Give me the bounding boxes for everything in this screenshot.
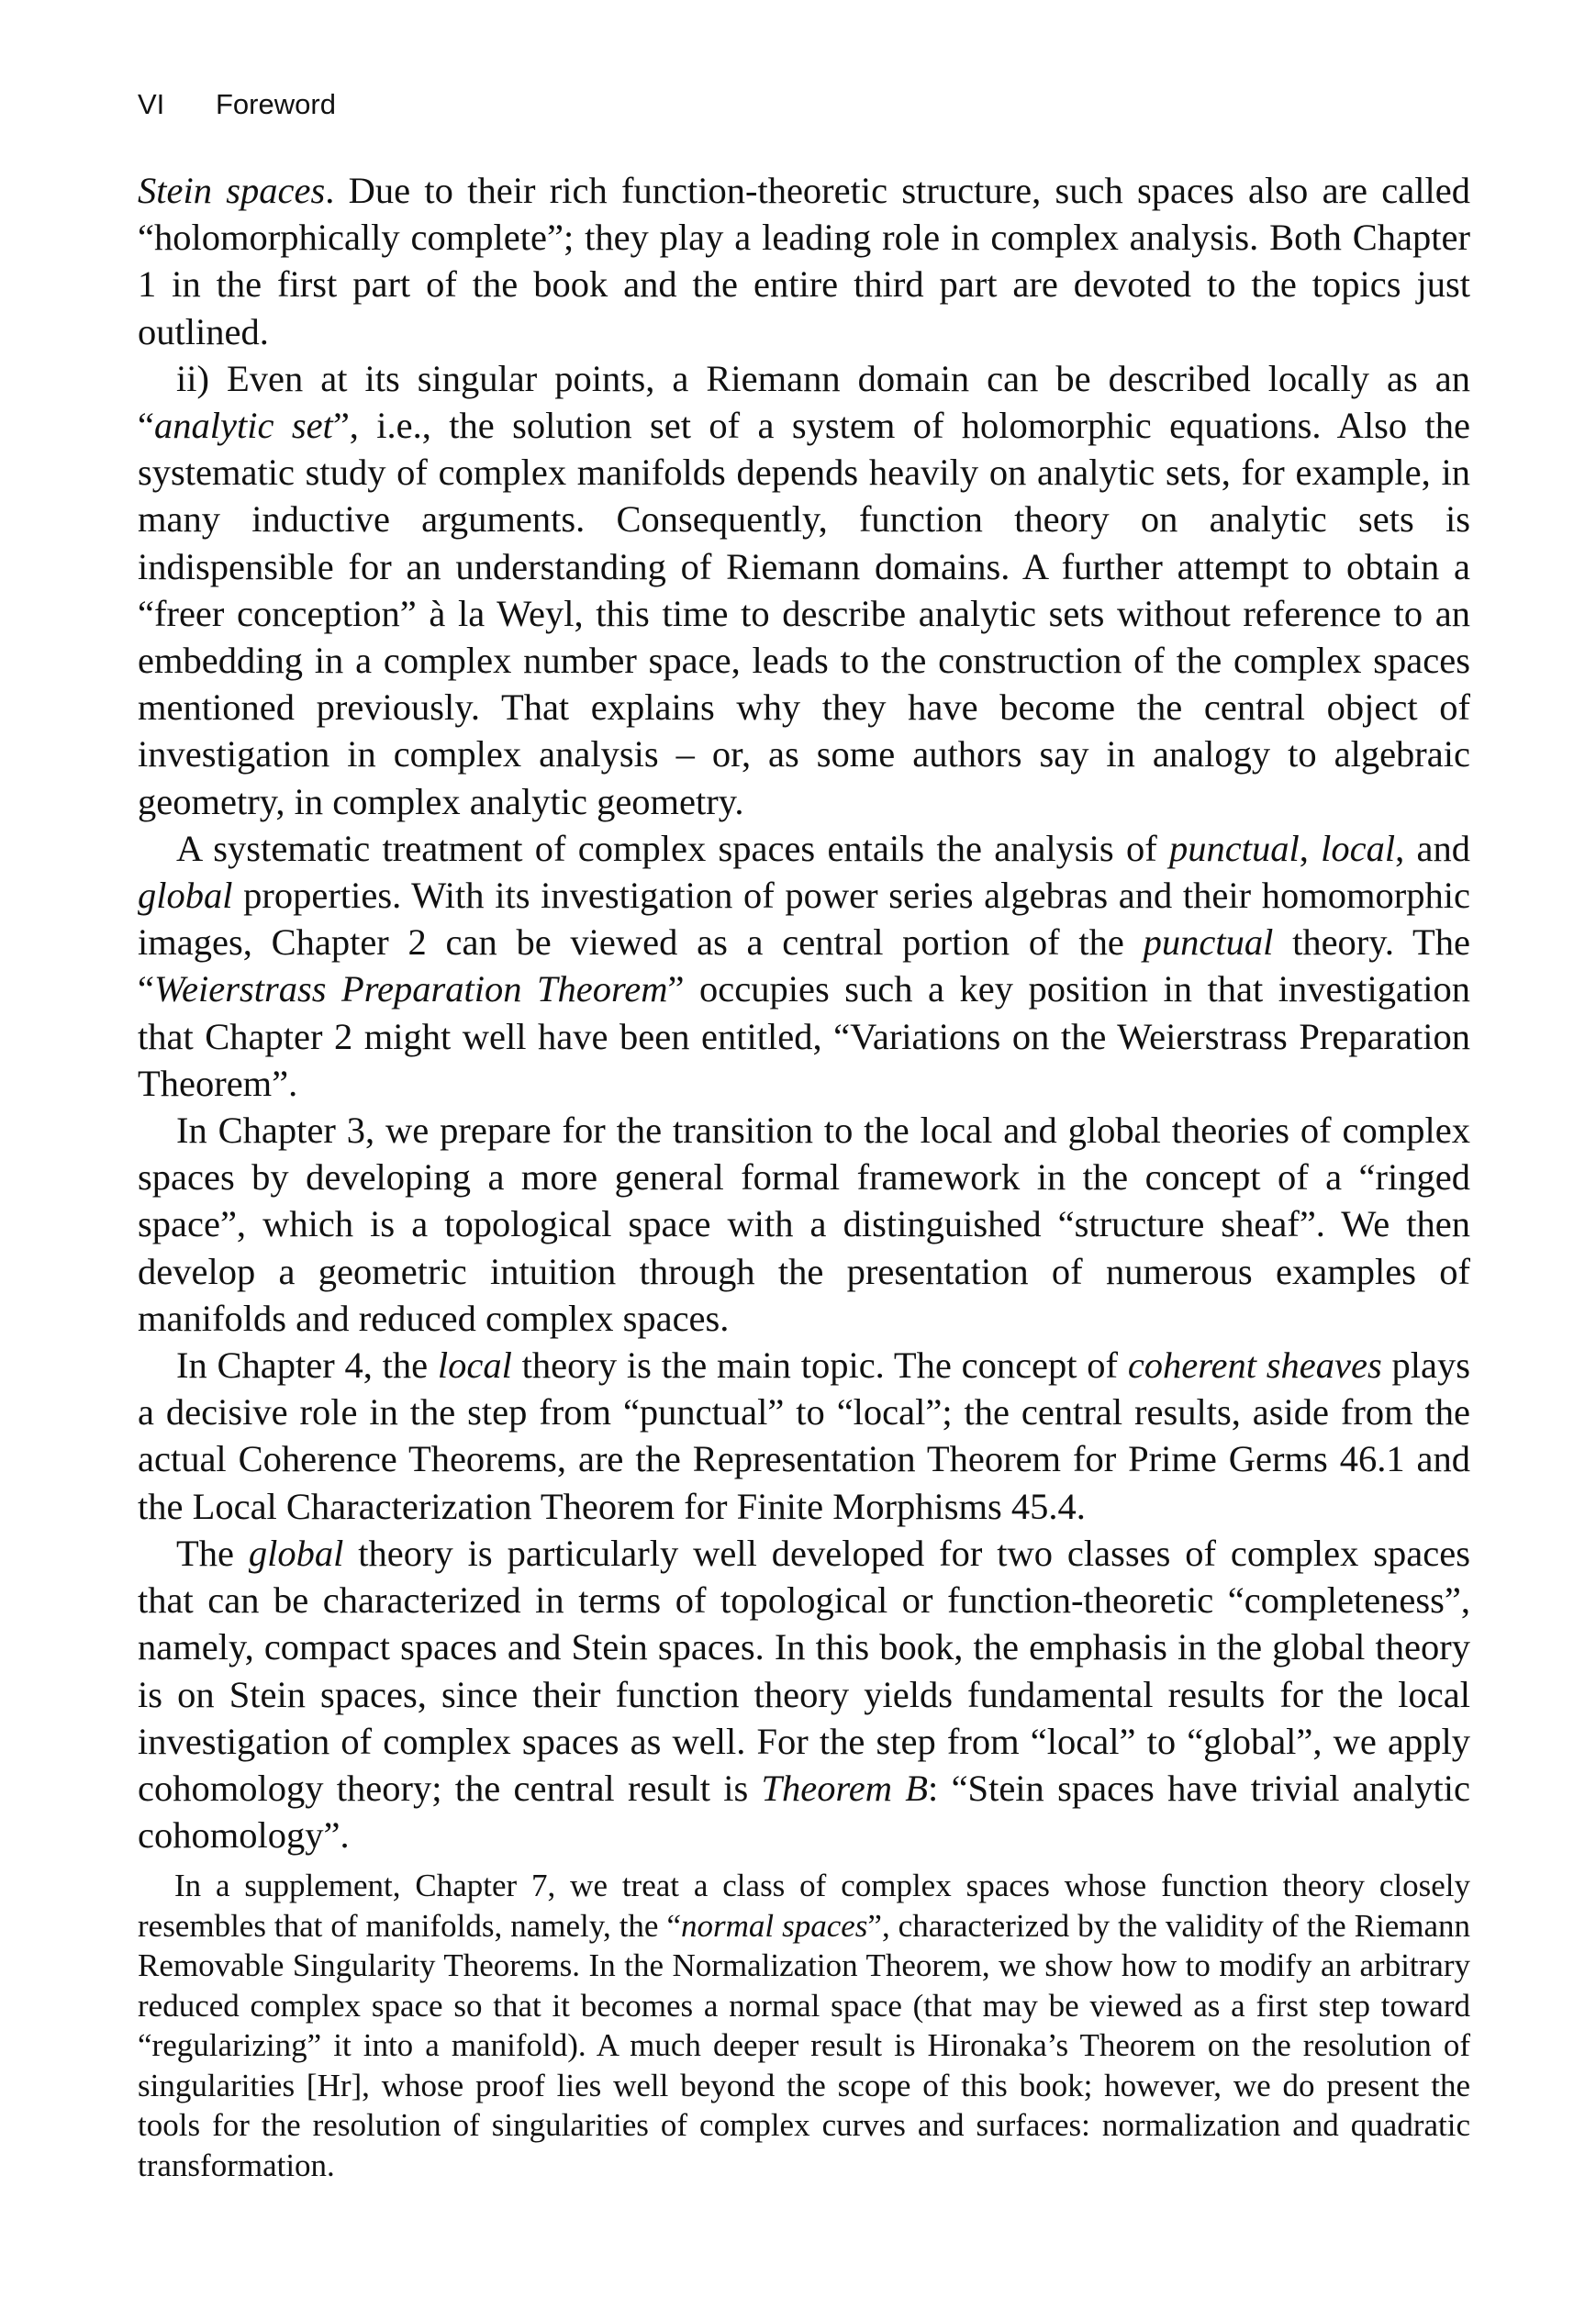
- paragraph: In Chapter 4, the local theory is the main topic. The concept of coherent sheaves plays a decisive role in the step from “punctual” to “local”; the central results, aside from the actual Coherence Theorems, are the Representation Theorem for Prime Germs 46.1 and the Local Characterization Theorem for Finite Morphisms 45.4.: [138, 1344, 1470, 1527]
- paragraph: In Chapter 3, we prepare for the transition to the local and global theories of complex spaces by developing a more general formal framework in the concept of a “ringed space”, which is a topological space with a distinguished “structure sheaf”. We then develop a geometric intuition through the presentation of numerous examples of manifolds and reduced complex spaces.: [138, 1110, 1470, 1339]
- italic-emphasis: global: [248, 1532, 344, 1574]
- italic-emphasis: punctual: [1169, 827, 1300, 869]
- italic-emphasis: local: [1321, 827, 1396, 869]
- italic-emphasis: analytic set: [153, 405, 333, 447]
- italic-emphasis: Weierstrass Preparation Theorem: [153, 968, 668, 1010]
- page-number: VI: [138, 88, 165, 120]
- italic-emphasis: punctual: [1143, 921, 1274, 964]
- italic-emphasis: normal spaces: [680, 1907, 868, 1944]
- paragraph: Stein spaces. Due to their rich function-theoretic structure, such spaces also are called “holomorphically complete”; they play a leading role in complex analysis. Both Chapter 1 in the first part of the book and the entire third part are devoted to the topics just outlined.: [138, 170, 1470, 352]
- supplement-paragraph: In a supplement, Chapter 7, we treat a class of complex spaces whose function theory closely resembles that of manifolds, namely, the “normal spaces”, characterized by the validity of the Riemann Removable Singularity Theorems. In the Normalization Theorem, we show how to modify an arbitrary reduced complex space so that it becomes a normal space (that may be viewed as a first step toward “regularizing” it into a manifold). A much deeper result is Hironaka’s Theorem on the resolution of singularities [Hr], whose proof lies well beyond the scope of this book; however, we do present the tools for the resolution of singularities of complex curves and surfaces: normalization and quadratic transformation.: [138, 1868, 1471, 2183]
- italic-emphasis: global: [138, 875, 233, 917]
- supplement-note: [138, 1866, 1470, 2185]
- italic-emphasis: local: [437, 1344, 512, 1387]
- italic-emphasis: Theorem B: [761, 1767, 929, 1809]
- paragraph: ii) Even at its singular points, a Riemann domain can be described locally as an “analytic set”, i.e., the solution set of a system of holomorphic equations. Also the systematic study of complex manifolds depends heavily on analytic sets, for example, in many inductive arguments. Consequently, function theory on analytic sets is indispensible for an understanding of Riemann domains. A further attempt to obtain a “freer conception” à la Weyl, this time to describe analytic sets without reference to an embedding in a complex number space, leads to the construction of the complex spaces mentioned previously. That explains why they have become the central object of investigation in complex analysis – or, as some authors say in analogy to algebraic geometry, in complex analytic geometry.: [138, 357, 1470, 822]
- running-head: [138, 88, 336, 121]
- paragraph: A systematic treatment of complex spaces entails the analysis of punctual, local, and global properties. With its investigation of power series algebras and their homomorphic images, Chapter 2 can be viewed as a central portion of the punctual theory. The “Weierstrass Preparation Theorem” occupies such a key position in that investigation that Chapter 2 might well have been entitled, “Variations on the Weierstrass Preparation Theorem”.: [138, 827, 1471, 1104]
- section-title: Foreword: [216, 88, 336, 120]
- paragraph: The global theory is particularly well developed for two classes of complex spaces that can be characterized in terms of topological or function-theoretic “completeness”, namely, compact spaces and Stein spaces. In this book, the emphasis in the global theory is on Stein spaces, since their function theory yields fundamental results for the local investigation of complex spaces as well. For the step from “local” to “global”, we apply cohomology theory; the central result is Theorem B: “Stein spaces have trivial analytic cohomology”.: [138, 1532, 1470, 1857]
- body-text: [138, 167, 1470, 1858]
- italic-emphasis: coherent sheaves: [1127, 1344, 1382, 1387]
- italic-emphasis: Stein spaces: [138, 170, 326, 211]
